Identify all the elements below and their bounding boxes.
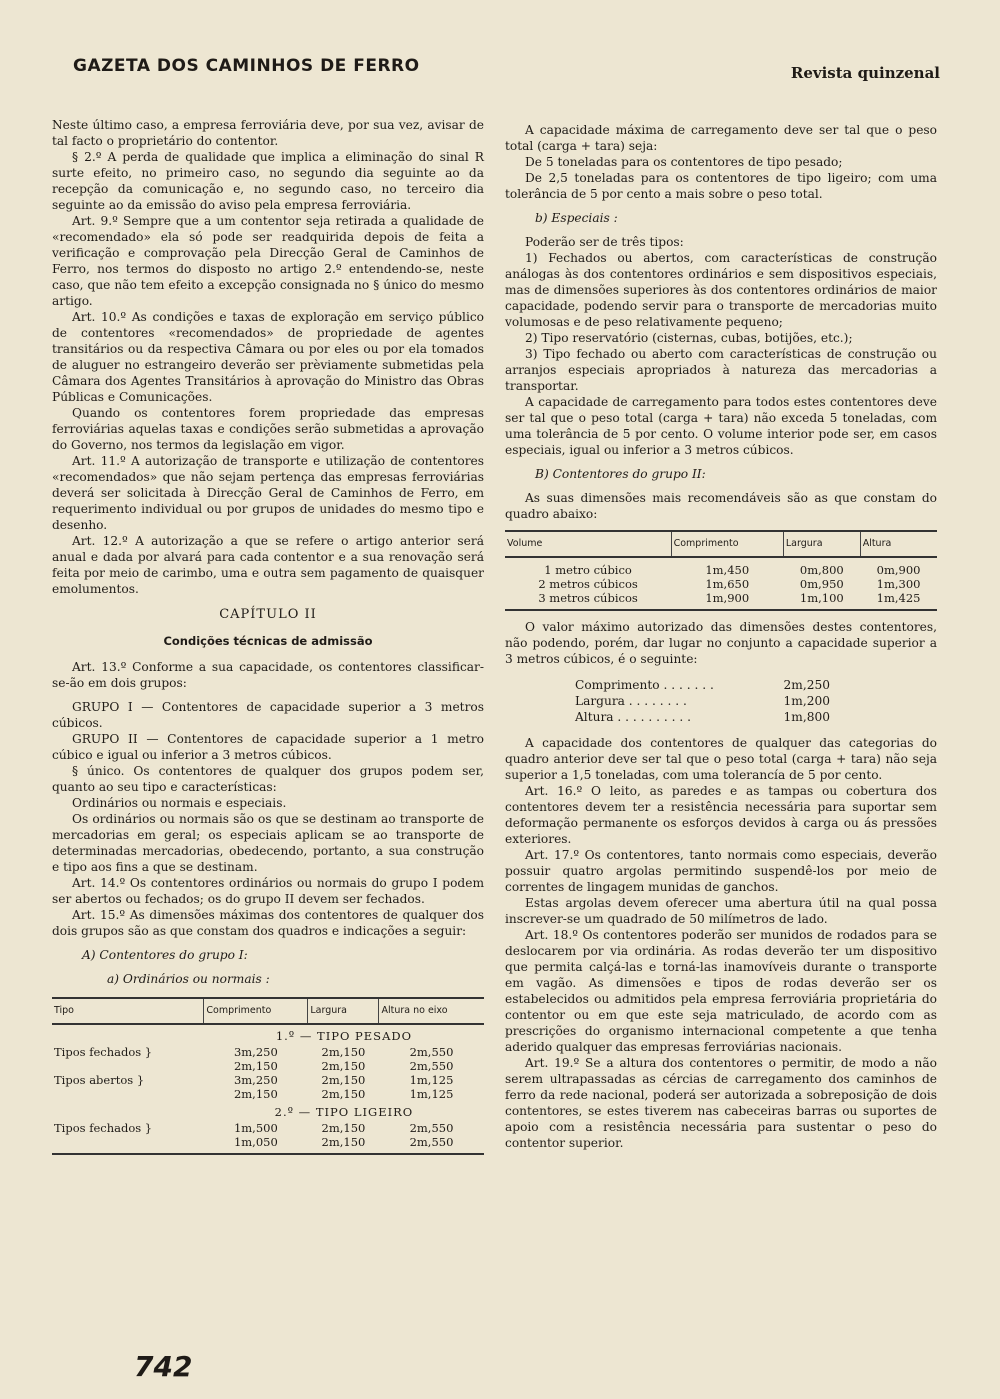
table-cell: 0m,900 <box>876 563 921 577</box>
paragraph: GRUPO I — Contentores de capacidade superior a 3 metros cúbicos. <box>52 700 484 730</box>
paragraph: De 2,5 toneladas para os contentores de tipo ligeiro; com uma tolerância de 5 por cento a mais sobre o peso total. <box>505 171 937 201</box>
paragraph: Art. 14.º Os contentores ordinários ou normais do grupo I podem ser abertos ou fechados; os do grupo II devem ser fechados. <box>52 876 484 906</box>
paragraph: Estas argolas devem oferecer uma abertura útil na qual possa inscrever-se um quadrado de 50 milímetros de lado. <box>505 896 937 926</box>
paragraph: Art. 19.º Se a altura dos contentores o permitir, de modo a não serem ultrapassadas as cércias de carregamento dos caminhos de ferro da rede nacional, poderá ser autorizada a sobreposição de dois contentores, se estes tiverem nas cabeceiras barras ou suportes de apoio com a resistência necessária para sustentar o peso do contentor superior. <box>505 1056 937 1150</box>
table-header: Comprimento <box>204 998 308 1024</box>
list-item: Comprimento . . . . . . . 2m,250 <box>575 678 830 692</box>
paragraph: Art. 15.º As dimensões máximas dos contentores de qualquer dos dois grupos são as que constam dos quadros e indicações a seguir: <box>52 908 484 938</box>
table-cell: 3 metros cúbicos <box>505 591 671 610</box>
table-row <box>505 577 937 591</box>
row-label: Tipos fechados } <box>52 1121 204 1154</box>
left-column <box>52 117 484 1155</box>
table-cell: 2m,150 <box>321 1045 366 1059</box>
table-cell: 1m,450 <box>705 563 750 577</box>
table-cell: 0m,950 <box>799 577 844 591</box>
paragraph: A capacidade de carregamento para todos estes contentores deve ser tal que o peso total (carga + tara) não exceda 5 toneladas, com uma tolerância de 5 por cento. O volume interior pode ser, em casos especiais, igual ou inferior a 3 metros cúbicos. <box>505 395 937 457</box>
table-cell: 2m,150 <box>233 1059 278 1073</box>
list-item: Altura . . . . . . . . . . 1m,800 <box>575 710 830 724</box>
paragraph: De 5 toneladas para os contentores de tipo pesado; <box>525 155 843 169</box>
section-heading: Condições técnicas de admissão <box>163 634 373 648</box>
table-row <box>52 1121 484 1135</box>
paragraph: Art. 10.º As condições e taxas de exploração em serviço público de contentores «recomendados» de propriedade de agentes transitários ou da respectiva Câmara ou por eles ou por ela tomados de aluguer no estrangeiro deverão ser prèviamente submetidas pela Câmara dos Agentes Transitários à aprovação do Ministro das Obras Públicas e Comunicações. <box>52 310 484 404</box>
table-cell: 1m,425 <box>860 591 937 610</box>
max-dimensions-list <box>575 677 937 725</box>
dimensions-table-group-2 <box>505 530 937 611</box>
table-cell: 2m,550 <box>409 1045 454 1059</box>
table-header: Tipo <box>52 998 204 1024</box>
list-item: Largura . . . . . . . . 1m,200 <box>575 694 830 708</box>
table-header: Altura no eixo <box>379 998 484 1024</box>
paragraph: Art. 13.º Conforme a sua capacidade, os contentores classificar-se-ão em dois grupos: <box>52 660 484 690</box>
paragraph: 3) Tipo fechado ou aberto com características de construção ou arranjos especiais apropriados à natureza das mercadorias a transportar. <box>505 347 937 393</box>
table-cell: 1m,100 <box>783 591 860 610</box>
page-number: 742 <box>134 1350 193 1383</box>
table-cell: 1m,300 <box>876 577 921 591</box>
paragraph: § 2.º A perda de qualidade que implica a eliminação do sinal R surte efeito, no primeiro caso, no segundo dia seguinte ao da recepção da comunicação e, no segundo caso, no terceiro dia seguinte ao da emissão do aviso pela empresa ferroviária. <box>52 150 484 212</box>
paragraph: Art. 12.º A autorização a que se refere o artigo anterior será anual e dada por alvará para cada contentor e a sua renovação será feita por meio de carimbo, uma e outra sem pagamento de quaisquer emolumentos. <box>52 534 484 596</box>
table-header: Largura <box>308 998 379 1024</box>
paragraph: § único. Os contentores de qualquer dos grupos podem ser, quanto ao seu tipo e características: <box>52 764 484 794</box>
table-cell: 3m,250 <box>233 1045 278 1059</box>
table-row <box>52 1045 484 1059</box>
table-cell: 2m,550 <box>409 1059 454 1073</box>
paragraph: 2) Tipo reservatório (cisternas, cubas, botijões, etc.); <box>525 331 853 345</box>
especiais-label: b) Especiais : <box>535 211 618 225</box>
right-column <box>505 122 937 1151</box>
journal-title: GAZETA DOS CAMINHOS DE FERRO <box>73 56 420 76</box>
table-cell: 2m,150 <box>308 1135 379 1154</box>
table-header: Volume <box>505 531 671 557</box>
table-row <box>505 591 937 610</box>
paragraph: Art. 11.º A autorização de transporte e utilização de contentores «recomendados» que não sejam pertença das empresas ferroviárias deverá ser solicitada à Direcção Geral de Caminhos de Ferro, em requerimento individual ou por grupos de unidades do mesmo tipo e desenho. <box>52 454 484 532</box>
dimensions-table-group-1 <box>52 997 484 1155</box>
table-cell: 2m,150 <box>321 1121 366 1135</box>
paragraph: A capacidade máxima de carregamento deve ser tal que o peso total (carga + tara) seja: <box>505 123 937 153</box>
table-row <box>52 1073 484 1087</box>
table-section: 2.º — TIPO LIGEIRO <box>274 1105 414 1119</box>
paragraph: Poderão ser de três tipos: <box>525 235 684 249</box>
table-cell: 2 metros cúbicos <box>538 577 638 591</box>
journal-subtitle: Revista quinzenal <box>790 64 940 82</box>
table-cell: 1m,125 <box>409 1073 454 1087</box>
row-label: Tipos fechados } <box>54 1045 153 1059</box>
group-a-label: A) Contentores do grupo I: <box>82 948 248 962</box>
table-header: Comprimento <box>671 531 783 557</box>
paragraph: Art. 16.º O leito, as paredes e as tampas ou cobertura dos contentores devem ter a resistência necessária para suportar sem deformação permanente os esforços devidos à carga ou ás pressões exteriores. <box>505 784 937 846</box>
paragraph: Art. 17.º Os contentores, tanto normais como especiais, deverão possuir quatro argolas permitindo suspendê-los por meio de correntes de lingagem munidas de ganchos. <box>505 848 937 894</box>
group-b-label: B) Contentores do grupo II: <box>535 467 706 481</box>
paragraph: GRUPO II — Contentores de capacidade superior a 1 metro cúbico e igual ou inferior a 3 metros cúbicos. <box>52 732 484 762</box>
table-cell: 2m,150 <box>321 1073 366 1087</box>
table-cell: 2m,550 <box>409 1121 454 1135</box>
table-cell: 0m,800 <box>799 563 844 577</box>
table-cell: 1 metro cúbico <box>544 563 632 577</box>
chapter-heading: CAPÍTULO II <box>219 607 317 622</box>
table-cell: 2m,550 <box>379 1135 484 1154</box>
table-section: 1.º — TIPO PESADO <box>275 1029 413 1043</box>
table-cell: 2m,150 <box>233 1087 278 1101</box>
paragraph: A capacidade dos contentores de qualquer das categorias do quadro anterior deve ser tal que o peso total (carga + tara) não seja superior a 1,5 toneladas, com uma tolerancía de 5 por cento. <box>505 736 937 782</box>
table-cell: 2m,150 <box>321 1087 366 1101</box>
paragraph: O valor máximo autorizado das dimensões destes contentores, não podendo, porém, dar lugar no conjunto a capacidade superior a 3 metros cúbicos, é o seguinte: <box>505 620 937 666</box>
table-cell: 1m,650 <box>705 577 750 591</box>
table-row <box>505 557 937 577</box>
table-cell: 1m,125 <box>409 1087 454 1101</box>
row-label: Tipos abertos } <box>54 1073 145 1087</box>
paragraph: Neste último caso, a empresa ferroviária deve, por sua vez, avisar de tal facto o proprietário do contentor. <box>52 118 484 148</box>
paragraph: Quando os contentores forem propriedade das empresas ferroviárias aquelas taxas e condições serão submetidas a aprovação do Governo, nos termos da legislação em vigor. <box>52 406 484 452</box>
table-header: Largura <box>783 531 860 557</box>
table-cell: 1m,900 <box>671 591 783 610</box>
table-cell: 1m,050 <box>204 1135 308 1154</box>
paragraph: Art. 18.º Os contentores poderão ser munidos de rodados para se deslocarem por via ordinária. As rodas deverão ter um dispositivo que permita calçá-las e torná-las inamovíveis durante o transporte em vagão. As dimensões e tipos de rodas deverão ser os estabelecidos ou admitidos pela empresa ferroviária proprietária do contentor ou em que este seja matriculado, de acordo com as prescrições do organismo internacional competente a que tenha aderido qualquer das empresas ferroviárias nacionais. <box>505 928 937 1054</box>
paragraph: Ordinários ou normais e especiais. <box>72 796 287 810</box>
paragraph: As suas dimensões mais recomendáveis são as que constam do quadro abaixo: <box>505 491 937 521</box>
table-header: Altura <box>860 531 937 557</box>
group-a-sub-label: a) Ordinários ou normais : <box>107 972 270 986</box>
paragraph: 1) Fechados ou abertos, com características de construção análogas às dos contentores ordinários e sem dispositivos especiais, mas de dimensões superiores às dos contentores ordinários de maior capacidade, podendo servir para o transporte de mercadorias muito volumosas e de peso relativamente pequeno; <box>505 251 937 329</box>
table-cell: 1m,500 <box>233 1121 278 1135</box>
paragraph: Os ordinários ou normais são os que se destinam ao transporte de mercadorias em geral; os especiais aplicam se ao transporte de determinadas mercadorias, obedecendo, portanto, a sua construção e tipo aos fins a que se destinam. <box>52 812 484 874</box>
table-cell: 3m,250 <box>233 1073 278 1087</box>
table-cell: 2m,150 <box>321 1059 366 1073</box>
paragraph: Art. 9.º Sempre que a um contentor seja retirada a qualidade de «recomendado» ela só pode ser readquirida depois de feita a verificação e comprovação pela Direcção Geral de Caminhos de Ferro, nos termos do disposto no artigo 2.º entendendo-se, neste caso, que não tem efeito a excepção consignada no § único do mesmo artigo. <box>52 214 484 308</box>
